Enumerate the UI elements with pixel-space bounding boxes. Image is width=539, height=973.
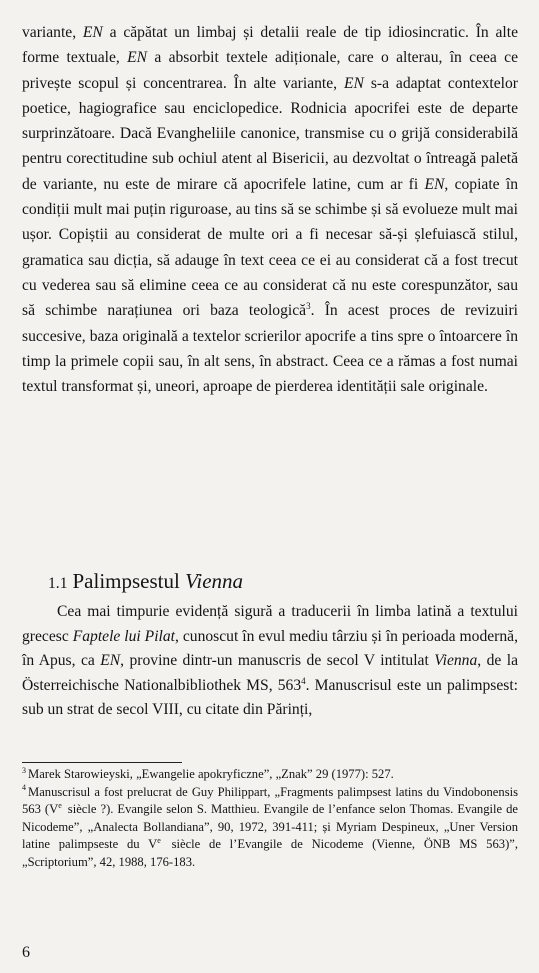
italic-title: Faptele lui Pilat (72, 627, 176, 645)
footnote-3 (22, 766, 518, 784)
section-title: Palimpsestul (72, 569, 186, 593)
text-run: s-a adaptat contextelor poetice, hagiografice sau enciclopedice. Rodnicia apocrifei este de departe surprinzătoare. Dacă Evangheliile canonice, transmise cu o grijă considerabilă pentru corectitudine sub ochiul atent al Bisericii, au dezvoltat o întreagă paletă de variante, nu este de mirare că apocrifele latine, cum ar fi (22, 74, 518, 193)
superscript: e (58, 801, 62, 810)
text-run: Cea mai timpurie evidență sigură a traducerii în limba latină a textului grecesc (22, 603, 518, 645)
italic-title: Vienna (434, 652, 478, 669)
italic-abbrev: EN (127, 49, 148, 67)
text-run: , de la Österreichische Nationalbibliothek MS, 563 (22, 652, 518, 694)
footnotes (22, 766, 518, 872)
paragraph-text (22, 20, 518, 399)
footnote-text: siècle de l’Evangile de Nicodeme (Vienne, ÖNB MS 563)”, „Scriptorium”, 42, 1988, 176-183. (22, 837, 518, 869)
text-run: . Manuscrisul este un palimpsest: sub un strat de secol VIII, cu citate din Părinți, (22, 676, 518, 718)
footnote-ref[interactable]: 4 (301, 675, 306, 686)
footnote-mark: 3 (22, 765, 26, 775)
footnote-ref[interactable]: 3 (306, 301, 311, 312)
text-run: a absorbit textele adiționale, care o alterau, în ceea ce privește scopul și concentrarea. În alte variante, (22, 49, 518, 92)
text-run: a căpătat un limbaj și detalii reale de tip idiosincratic. În alte forme textuale, (22, 24, 519, 67)
text-run: , provine dintr-un manuscris de secol V intitulat (120, 652, 435, 669)
footnote-4 (22, 784, 518, 872)
body-paragraph (22, 20, 518, 399)
text-run: . În acest proces de revizuiri succesive, baza originală a textelor scrierilor apocrife a tins spre o întoarcere în timp la primele copii sau, în alt sens, în abstract. Ceea ce a rămas a fost numai textul transformat și, uneori, aproape de pierderea identității sale originale. (22, 302, 519, 396)
italic-abbrev: EN (100, 652, 121, 669)
italic-abbrev: EN (424, 175, 445, 193)
text-run: , copiate în condiții mult mai puțin riguroase, au tins să se schimbe și să evolueze mult mai ușor. Copiștii au considerat de multe ori a fi necesar să-și șlefuiască stilul, gramatica sau dicția, să adauge în text ceea ce ei au considerat că a fost trecut cu vederea sau să elimine ceea ce au considerat că nu este corespunzător, sau să schimbe narațiunea ori baza teologică (22, 175, 518, 320)
text-run: variante, (22, 24, 83, 41)
section-paragraph (22, 600, 518, 723)
section-title-italic: Vienna (185, 569, 244, 593)
section-heading (48, 566, 243, 599)
footnote-text: Manuscrisul a fost prelucrat de Guy Philippart, „Fragments palimpsest latins du Vindobonensis 563 (V (22, 784, 518, 817)
text-run: , cunoscut în evul mediu târziu și în perioada modernă, în Apus, ca (22, 627, 518, 669)
footnote-mark: 4 (22, 783, 26, 793)
footnote-text: siècle ?). Evangile selon S. Matthieu. Evangile de l’enfance selon Thomas. Evangile de Nicodeme”, „Analecta Bollandiana”, 90, 1972, 391-411; și Myriam Despineux, „Uner Version latine palimpseste du V (22, 802, 518, 852)
italic-abbrev: EN (82, 24, 103, 41)
page-number: 6 (22, 944, 30, 961)
footnote-divider (22, 762, 182, 763)
superscript: e (157, 836, 161, 846)
italic-abbrev: EN (343, 74, 364, 92)
footnote-text: Marek Starowieyski, „Ewangelie apokryficzne”, „Znak” 29 (1977): 527. (28, 767, 394, 781)
section-number: 1.1 (48, 575, 68, 592)
